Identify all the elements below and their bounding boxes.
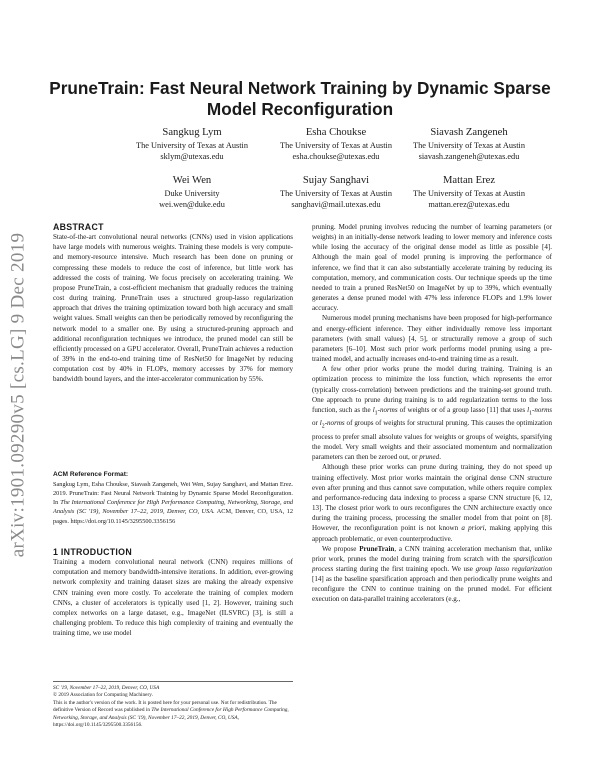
author-affiliation: The University of Texas at Austin <box>280 189 392 198</box>
author-name: Siavash Zangeneh <box>430 127 508 138</box>
acm-ref-venue: The International Conference for High Performance Computing, Networking, Storage, and Analysis (SC '19), November 17–22, 2019, Denver, CO, USA. <box>53 499 293 516</box>
paragraph: pruning. Model pruning involves reducing the number of learning parameters (or weights) in an initially-dense network leading to lower memory and inference costs while losing the accuracy of the original dense model as little as possible [4]. Although the main goal of model pruning is improving the performance of inference, we find that it can also substantially accelerate training by reducing its computation, memory, and communication costs. Our technique speeds up the time needed to train a pruned ResNet50 on ImageNet by up to 39%, which eventually generates a dense pruned model with 47% less inference FLOPs and 1.9% lower accuracy. <box>312 223 552 313</box>
author-affiliation: The University of Texas at Austin <box>413 189 525 198</box>
author-email[interactable]: esha.choukse@utexas.edu <box>292 151 380 161</box>
paper-title: PruneTrain: Fast Neural Network Training by Dynamic Sparse Model Reconfiguration <box>49 78 551 119</box>
acm-reference-text <box>53 480 293 525</box>
author-email[interactable]: sklym@utexas.edu <box>160 151 224 161</box>
introduction-section <box>53 547 293 638</box>
acm-reference <box>53 470 293 526</box>
introduction-text: Training a modern convolutional neural network (CNN) requires millions of computation and memory bandwidth-intensive iterations. In addition, ever-growing network complexity and training dataset sizes are making the already expensive CNN training even more costly. To accelerate the training of complex modern CNNs, a cluster of accelerators is typically used [1, 2]. However, training such complex networks on a large dataset, e.g., ImageNet (ILSVRC) [3], is still a challenging problem. To reduce this high complexity of training and eventually the training time, we use model <box>53 558 293 638</box>
author-name: Esha Choukse <box>305 127 367 138</box>
author-email[interactable]: siavash.zangeneh@utexas.edu <box>418 151 520 161</box>
acm-ref-tail: ACM, Denver, CO, USA, 12 pages. https://doi.org/10.1145/3295500.3356156 <box>53 508 293 525</box>
paragraph: We propose PruneTrain, a CNN training acceleration mechanism that, unlike prior work, prunes the model during training from scratch with the sparsification process starting during the first training epoch. We use group lasso regularization [14] as the baseline sparsification approach and then periodically prune weights and reconfigure the CNN to continue training on the pruned model. For efficient execution on data-parallel training accelerators (e.g., <box>312 544 552 604</box>
footnote-venue: SC '19, November 17–22, 2019, Denver, CO, USA <box>53 685 160 691</box>
paragraph: A few other prior works prune the model during training. Training is an optimization process to minimize the loss function, which represents the error (typically cross-correlation) between predictions and the training-set ground truth. One approach to prune during training is to add regularization terms to the loss function, such as the $l_1$-norms of weights or of a group lasso [11] that uses $l_1$-norms or $l_2$-norms of groups of weights for structural pruning. This causes the optimization process to prefer small absolute values for weights or groups of weights, sparsifying the model. Very small weights and their associated momentum and normalization parameters can then be zeroed out, or pruned. <box>312 365 552 462</box>
right-column-body <box>312 222 552 605</box>
author-email[interactable]: wei.wen@duke.edu <box>159 199 225 209</box>
footnote <box>53 681 293 729</box>
abstract-heading: ABSTRACT <box>53 222 104 232</box>
author-email[interactable]: sanghavi@mail.utexas.edu <box>291 199 381 209</box>
acm-reference-heading: ACM Reference Format: <box>53 471 129 478</box>
author-name: Mattan Erez <box>442 175 496 186</box>
author-block-6 <box>374 175 564 210</box>
arxiv-stamp <box>4 205 32 585</box>
acm-ref-plain: Sangkug Lym, Esha Choukse, Siavash Zangeneh, Wei Wen, Sujay Sanghavi, and Mattan Erez. 2019. PruneTrain: Fast Neural Network Training by Dynamic Sparse Model Reconfiguration. In <box>53 481 293 507</box>
author-affiliation: The University of Texas at Austin <box>136 141 248 150</box>
author-block-3 <box>374 127 564 162</box>
abstract-section <box>53 222 293 385</box>
author-name: Sujay Sanghavi <box>302 175 370 186</box>
footnote-copyright: © 2019 Association for Computing Machinery. <box>53 692 153 699</box>
introduction-heading: 1 INTRODUCTION <box>53 547 132 557</box>
paragraph: Although these prior works can prune during training, they do not speed up training effectively. Most prior works maintain the original dense CNN structure even after pruning and thus cannot save computation, while others require complex and performance-reducing data indexing to process a sparse CNN structure [6, 12, 13]. The closest prior work to ours reconfigures the CNN architecture exactly once during the training process, processing the smaller model from that point on [8]. However, the reconfiguration point is not known a priori, making applying this approach problematic, or even counterproductive. <box>312 463 552 543</box>
author-name: Wei Wen <box>172 175 212 186</box>
author-name: Sangkug Lym <box>162 127 222 138</box>
footnote-notice: This is the author's version of the work. It is posted here for your personal use. Not for redistribution. The definitive Version of Record was published in The International Conference for High Performance Computing, Networking, Storage, and Analysis (SC '19), November 17–22, 2019, Denver, CO, USA, https://doi.org/10.1145/3295500.3356156. <box>53 699 289 729</box>
arxiv-stamp-text: arXiv:1901.09290v5 [cs.LG] 9 Dec 2019 <box>7 232 29 558</box>
author-affiliation: Duke University <box>164 189 220 198</box>
author-affiliation: The University of Texas at Austin <box>413 141 525 150</box>
paragraph: Numerous model pruning mechanisms have been proposed for high-performance and energy-efficient inference. They either individually remove less important parameters (with small values) [4, 5], or structurally remove a group of such parameters [6–10]. Most such prior work performs model pruning using a pre-trained model, and actually increases end-to-end training time as a result. <box>312 314 552 364</box>
author-email[interactable]: mattan.erez@utexas.edu <box>428 199 510 209</box>
author-affiliation: The University of Texas at Austin <box>280 141 392 150</box>
abstract-text: State-of-the-art convolutional neural networks (CNNs) used in vision applications have large models with numerous weights. Training these models is very compute- and memory-resource intensive. Much research has been done on pruning or compressing these models to reduce the cost of inference, but little work has addressed the costs of training. We focus precisely on accelerating training. We propose PruneTrain, a cost-efficient mechanism that gradually reduces the training cost during training. PruneTrain uses a structured group-lasso regularization approach that drives the training optimization toward both high accuracy and small weight values. Small weights can then be periodically removed by reconfiguring the network model to a smaller one. By using a structured-pruning approach and additional reconfiguration techniques we introduce, the pruned model can still be efficiently processed on a GPU accelerator. Overall, PruneTrain achieves a reduction of 39% in the end-to-end training time of ResNet50 for ImageNet by reducing computation cost by 40% in FLOPs, memory accesses by 37% for memory bandwidth bound layers, and the inter-accelerator communication by 55%. <box>53 233 293 384</box>
